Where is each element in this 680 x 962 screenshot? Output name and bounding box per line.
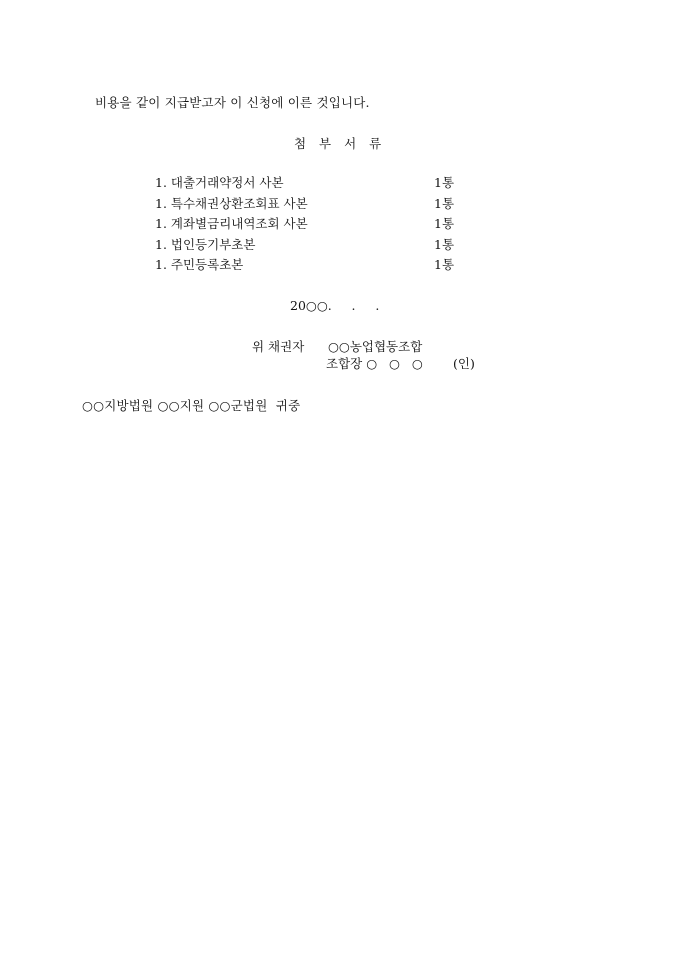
seal-mark: (인) xyxy=(453,356,475,371)
attachment-item xyxy=(155,237,455,258)
attachment-item xyxy=(155,216,455,237)
attachments-heading: 첨 부 서 류 xyxy=(294,136,382,151)
attachment-count: 1통 xyxy=(434,175,455,190)
attachment-item xyxy=(155,257,455,278)
attachment-count: 1통 xyxy=(434,216,455,231)
attachment-item xyxy=(155,175,455,196)
filing-date: 20○○. . . xyxy=(290,298,380,313)
attachment-count: 1통 xyxy=(434,257,455,272)
attachment-count: 1통 xyxy=(434,195,455,211)
attachment-name: 1. 법인등기부초본 xyxy=(155,236,256,252)
court-addressee: ○○지방법원 ○○지원 ○○군법원 귀중 xyxy=(82,398,301,413)
attachment-name: 1. 대출거래약정서 사본 xyxy=(155,175,284,190)
attachment-name: 1. 계좌별금리내역조회 사본 xyxy=(155,216,308,231)
intro-sentence: 비용을 같이 지급받고자 이 신청에 이른 것입니다. xyxy=(95,95,370,110)
attachments-list xyxy=(155,175,455,278)
attachment-name: 1. 특수채권상환조회표 사본 xyxy=(155,195,308,211)
attachment-item xyxy=(155,196,455,217)
attachment-count: 1통 xyxy=(434,236,455,252)
creditor-label: 위 채권자 xyxy=(252,339,305,354)
creditor-representative: 조합장 ○ ○ ○ xyxy=(326,356,423,371)
attachment-name: 1. 주민등록초본 xyxy=(155,257,244,272)
creditor-name: ○○농업협동조합 xyxy=(328,339,423,354)
